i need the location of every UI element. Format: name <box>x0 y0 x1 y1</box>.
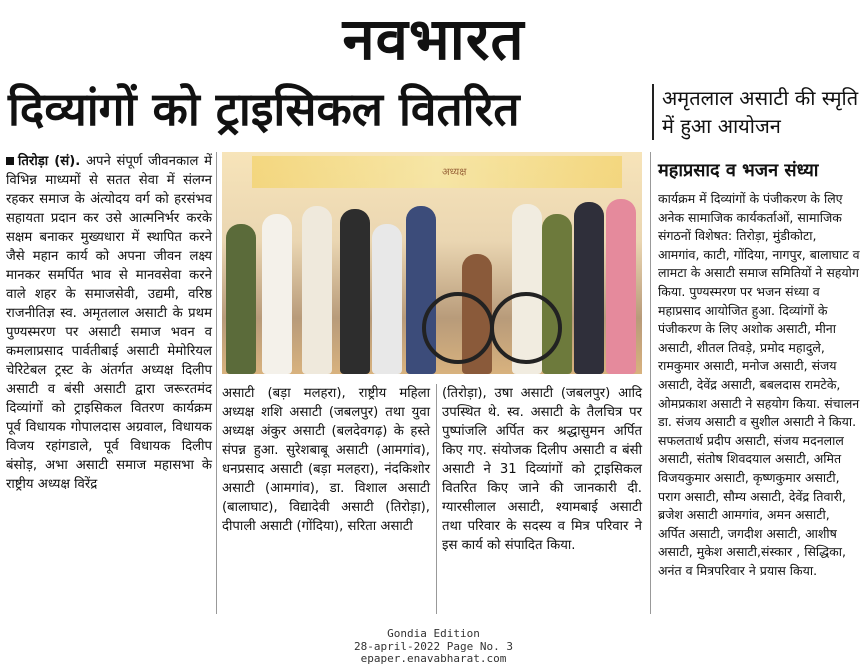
article-column-1 <box>6 152 212 494</box>
person-figure <box>262 214 292 374</box>
column-divider <box>650 152 651 614</box>
newspaper-masthead: नवभारत <box>342 5 525 73</box>
sidebar-story-text: कार्यक्रम में दिव्यांगों के पंजीकरण के लिए अनेक सामाजिक कार्यकर्ताओं, सामाजिक संगठनों विशेषत: तिरोड़ा, मुंडीकोटा, आमगांव, काटी, गोंदिया, नागपुर, बालाघाट व लामटा के असाटी समाज समितियों ने सहयोग किया. पुण्यस्मरण पर भजन संध्या व महाप्रसाद आयोजित हुआ. दिव्यांगों के पंजीकरण के लिए अशोक असाटी, मीना असाटी, शीतल तिवड़े, प्रमोद महादुले, रामकुमार असाटी, मनोज असाटी, संजय असाटी, देवेंद्र असाटी, बबलदास रामटेके, ओमप्रकाश असाटी ने सहयोग किया. संचालन डा. संजय असाटी व सुशील असाटी ने किया. सफलतार्थ प्रदीप असाटी, संजय मदनलाल असाटी, संतोष शिवदयाल असाटी, अमित विजयकुमार असाटी, कृष्णकुमार असाटी, पराग असाटी, सौम्य असाटी, देवेंद्र तिवारी, ब्रजेश असाटी आमगांव, अमन असाटी, अर्पित असाटी, जगदीश असाटी, आशीष असाटी, मुकेश असाटी,संस्कार , सिद्धिका, अनंत व मित्रपरिवार ने प्रयास किया. <box>658 191 860 578</box>
column-divider <box>216 152 217 614</box>
article-text: असाटी (बड़ा मलहरा), राष्ट्रीय महिला अध्यक्ष शशि असाटी (जबलपुर) तथा युवा अध्यक्ष अंकुर असाटी (बलदेवगढ़) के हस्ते संपन्न हुआ. सुरेशबाबू असाटी (आमगांव), धनप्रसाद असाटी (बड़ा मलहरा), नंदकिशोर असाटी (आमगांव), डा. विशाल असाटी (बालाघाट), विद्यादेवी असाटी (तिरोड़ा), दीपाली असाटी (गोंदिया), सरिता असाटी <box>222 386 430 534</box>
stage-banner <box>252 156 622 188</box>
person-figure <box>302 206 332 374</box>
sidebar-story-heading: महाप्रसाद व भजन संध्या <box>658 160 819 181</box>
epaper-link[interactable]: epaper.enavabharat.com <box>360 652 507 665</box>
person-figure <box>226 224 256 374</box>
person-figure <box>574 202 604 374</box>
article-text: अपने संपूर्ण जीवनकाल में विभिन्न माध्यमों से सतत सेवा में संलग्न रहकर समाज के अंत्योदय वर्ग को हरसंभव सहायता प्रदान कर उसे आत्मनिर्भर करके सक्षम बनाकर मुख्यधारा में स्थापित करने जैसे महान कार्य को अपना जीवन लक्ष्य मानकर समर्पित भाव से मानवसेवा करने वाले शहर के समाजसेवी, उद्यमी, वरिष्ठ राजनीतिज्ञ स्व. अमृतलाल असाटी के प्रथम पुण्यस्मरण पर असाटी समाज भवन व कमलाप्रसाद पार्वतीबाई असाटी मेमोरियल चेरिटेबल ट्रस्ट के अंतर्गत अध्यक्ष दिलीप असाटी व बंसी असाटी द्वारा जरूरतमंद दिव्यांगों को ट्राइसिकल वितरण कार्यक्रम पूर्व विधायक गोपालदास अग्रवाल, विधायक विजय रहांगडाले, पूर्व विधायक दिलीप बंसोड़, अभा असाटी समाज महासभा के राष्ट्रीय अध्यक्ष विरेंद्र <box>6 154 212 492</box>
article-column-3 <box>442 384 642 555</box>
headline: दिव्यांगों को ट्राइसिकल वितरित <box>8 82 520 136</box>
edition-name: Gondia Edition <box>387 627 480 640</box>
edition-footer <box>0 628 867 666</box>
event-photo <box>222 152 642 374</box>
person-figure <box>340 209 370 374</box>
edition-date-page: 28-april-2022 Page No. 3 <box>354 639 513 653</box>
sidebar-story-body <box>658 190 860 580</box>
bullet-square-icon <box>6 157 14 165</box>
banner-text: अध्यक्ष <box>442 167 467 178</box>
subheadline: अमृतलाल असाटी की स्मृति में हुआ आयोजन <box>652 84 867 140</box>
person-figure <box>372 224 402 374</box>
article-column-2 <box>222 384 430 536</box>
tricycle-wheel <box>490 292 562 364</box>
column-divider <box>436 384 437 614</box>
tricycle-wheel <box>422 292 494 364</box>
dateline: तिरोड़ा (सं). <box>18 154 81 169</box>
person-figure <box>606 199 636 374</box>
article-text: (तिरोड़ा), उषा असाटी (जबलपुर) आदि उपस्थित थे. स्व. असाटी के तैलचित्र पर पुष्पांजलि अर्पित कर श्रद्धासुमन अर्पित किए गए. संयोजक दिलीप असाटी व बंसी असाटी ने 31 दिव्यांगों को ट्राइसिकल वितरित किए जाने की जानकारी दी. ग्यारसीलाल असाटी, श्यामबाई असाटी तथा परिवार के सदस्य व मित्र परिवार ने इस कार्य को संपादित किया. <box>442 386 642 553</box>
